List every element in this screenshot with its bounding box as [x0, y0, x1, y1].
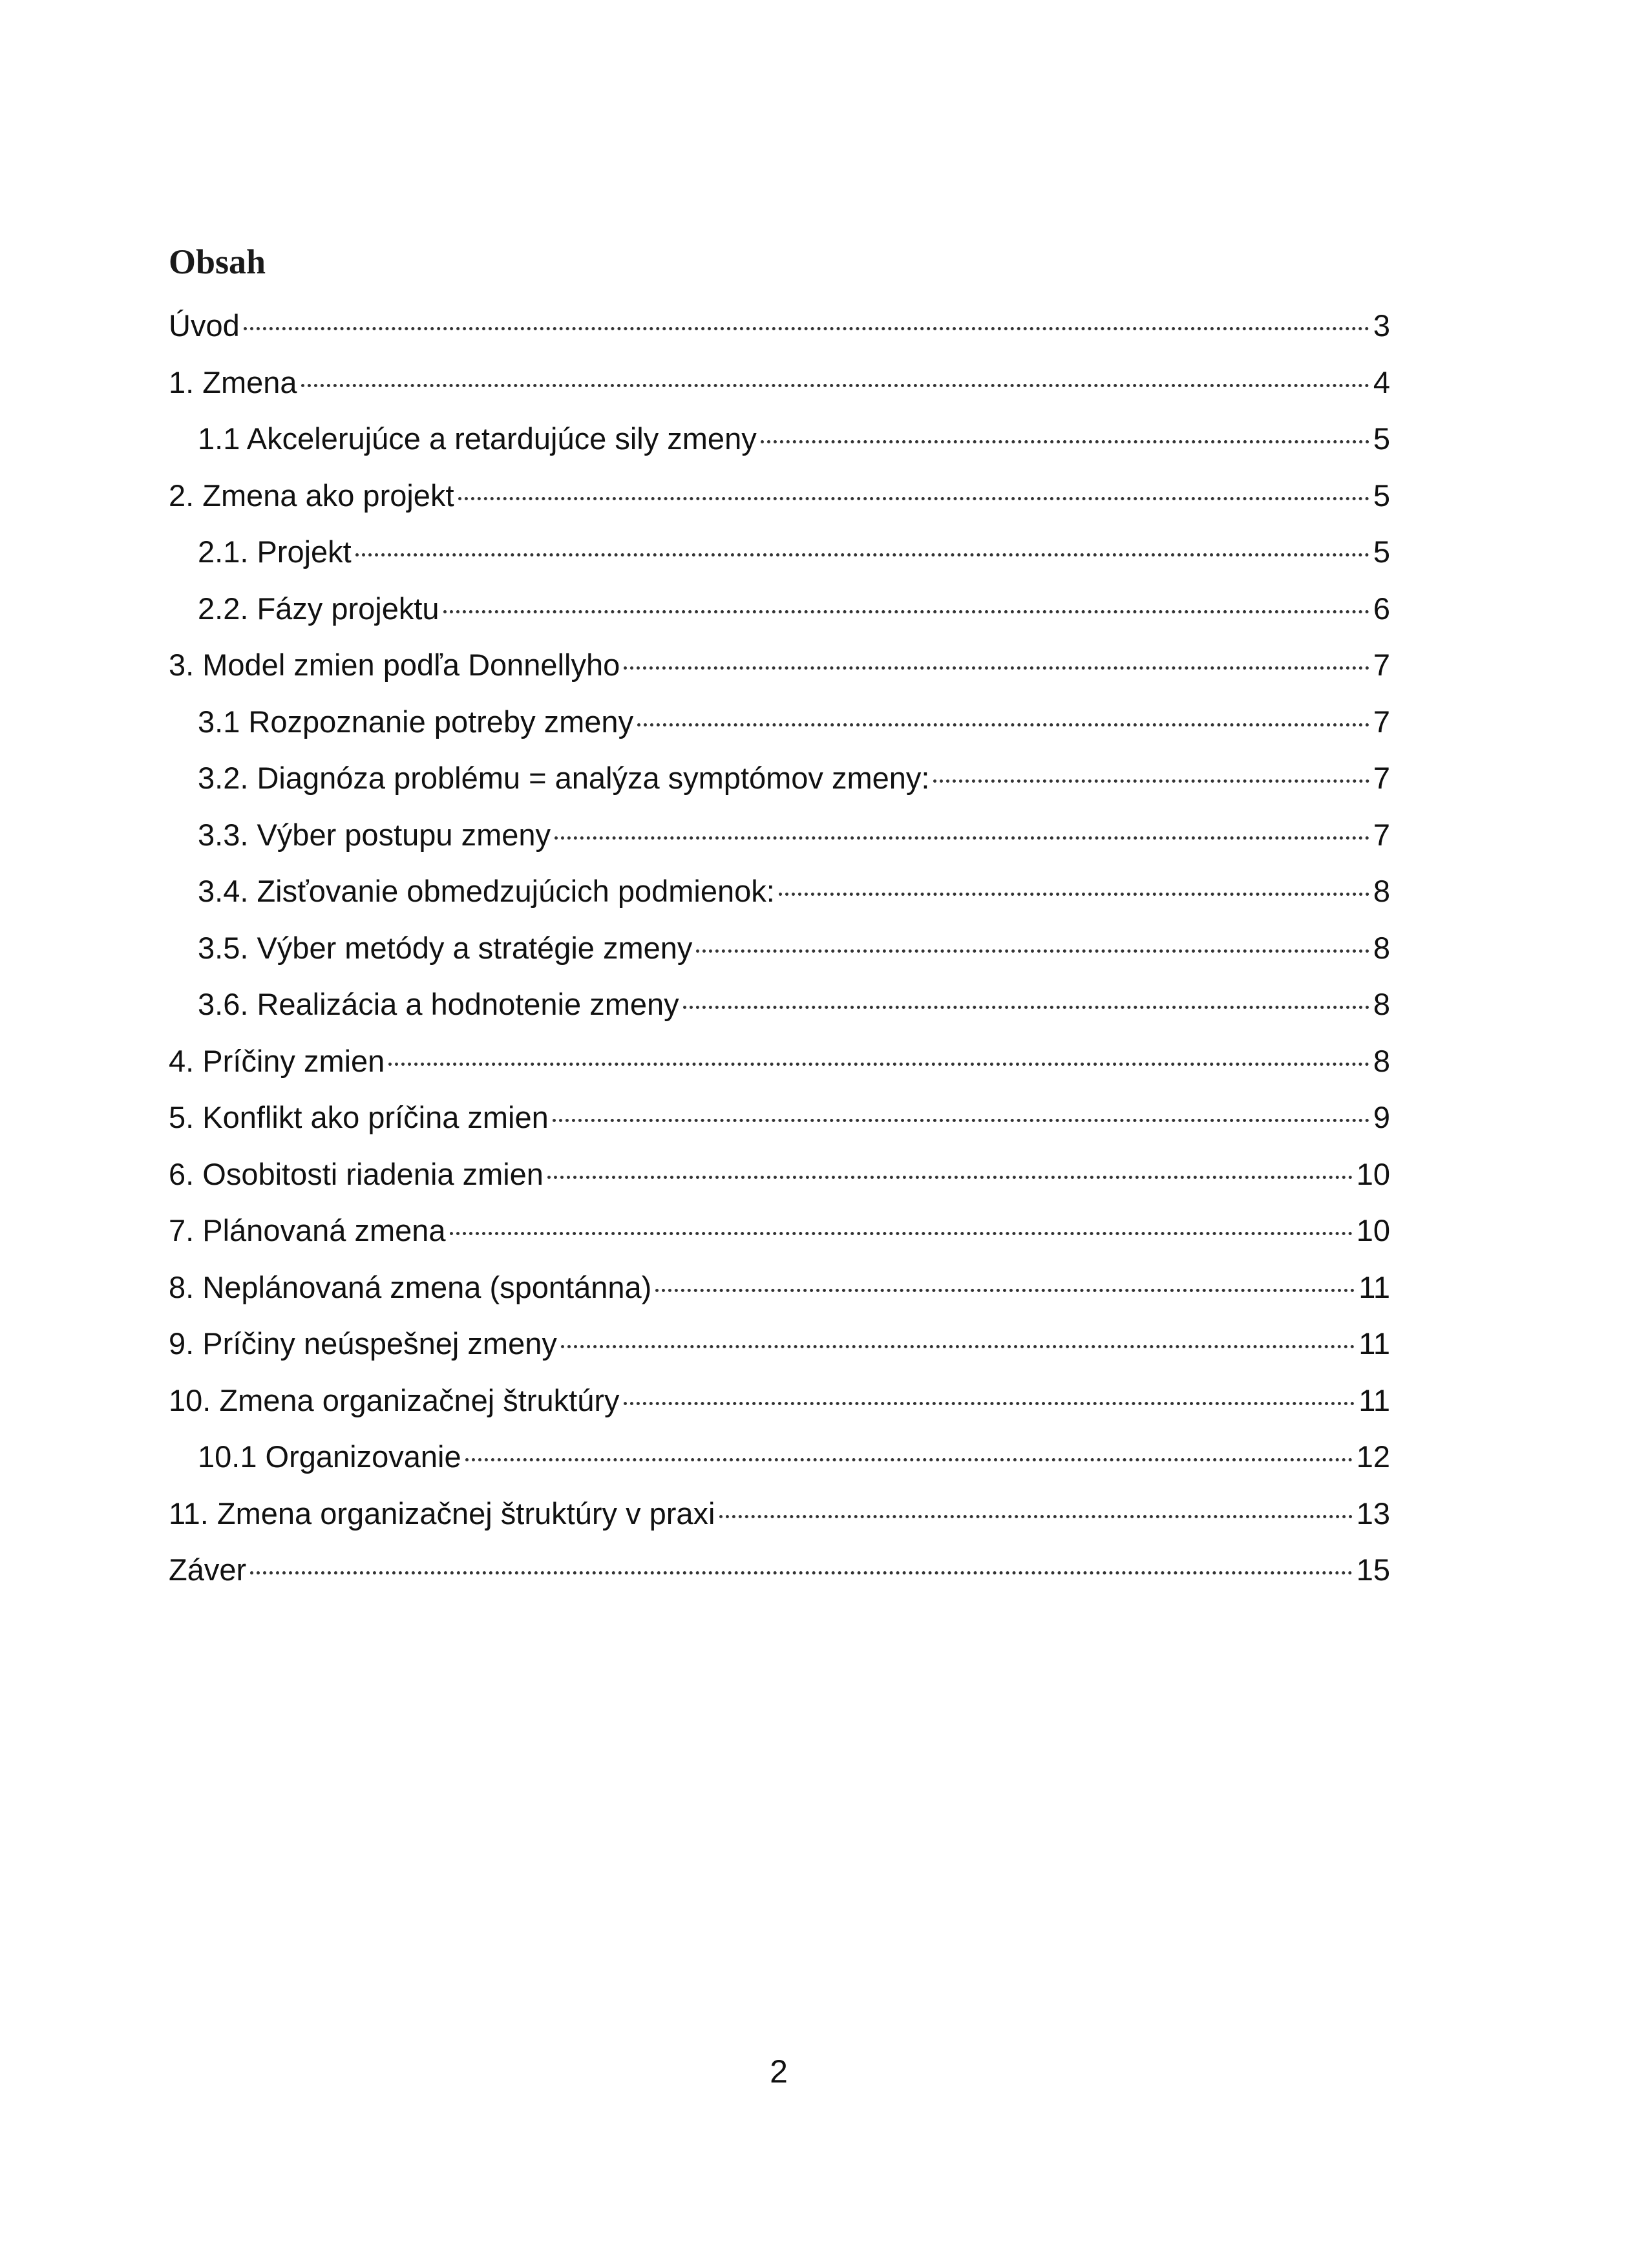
toc-dot-leader — [465, 1458, 1353, 1461]
toc-entry-label: 3. Model zmien podľa Donnellyho — [169, 648, 620, 682]
toc-entry-label: 3.5. Výber metódy a stratégie zmeny — [198, 930, 693, 965]
toc-entry-label: 3.4. Zisťovanie obmedzujúcich podmienok: — [198, 874, 775, 908]
toc-entry — [169, 863, 1390, 920]
toc-title: Obsah — [169, 242, 266, 281]
toc-entry — [169, 694, 1390, 750]
toc-entry-page: 10 — [1356, 1213, 1390, 1247]
toc-dot-leader — [779, 893, 1369, 896]
toc-entry — [169, 1202, 1390, 1259]
toc-dot-leader — [250, 1571, 1353, 1574]
toc-dot-leader — [547, 1176, 1353, 1179]
toc-entry-page: 3 — [1373, 308, 1390, 343]
toc-dot-leader — [301, 384, 1369, 387]
toc-entry — [169, 580, 1390, 637]
toc-entry-label: 3.2. Diagnóza problému = analýza symptómov zmeny: — [198, 761, 930, 795]
toc-dot-leader — [761, 440, 1369, 443]
toc-entry-label: Záver — [169, 1553, 247, 1587]
toc-entry — [169, 1259, 1390, 1316]
toc-entry — [169, 410, 1390, 467]
toc-entry — [169, 637, 1390, 694]
toc-entry-label: 10. Zmena organizačnej štruktúry — [169, 1383, 620, 1417]
toc-entry-label: 3.1 Rozpoznanie potreby zmeny — [198, 704, 634, 739]
toc-entry — [169, 297, 1390, 354]
toc-entry-page: 11 — [1358, 1383, 1390, 1417]
toc-dot-leader — [655, 1289, 1355, 1292]
toc-entry-label: 2. Zmena ako projekt — [169, 478, 454, 513]
toc-entry — [169, 976, 1390, 1033]
toc-entry-label: 3.6. Realizácia a hodnotenie zmeny — [198, 987, 679, 1021]
toc-entry-label: 3.3. Výber postupu zmeny — [198, 817, 551, 852]
toc-entry — [169, 920, 1390, 977]
toc-entry-label: 8. Neplánovaná zmena (spontánna) — [169, 1269, 652, 1304]
toc-dot-leader — [933, 779, 1369, 783]
toc-entry — [169, 807, 1390, 864]
toc-entry-page: 11 — [1358, 1326, 1390, 1361]
toc-entry-page: 7 — [1373, 817, 1390, 852]
toc-dot-leader — [355, 553, 1369, 556]
toc-entry-page: 8 — [1373, 930, 1390, 965]
toc-entry-page: 7 — [1373, 704, 1390, 739]
toc-entry-label: 9. Príčiny neúspešnej zmeny — [169, 1326, 557, 1361]
toc-entry-page: 6 — [1373, 591, 1390, 626]
toc-entry — [169, 524, 1390, 580]
toc-entry-page: 5 — [1373, 421, 1390, 456]
toc-entry-page: 11 — [1358, 1269, 1390, 1304]
toc-dot-leader — [450, 1232, 1353, 1235]
toc-dot-leader — [624, 666, 1369, 670]
toc-entry-page: 4 — [1373, 365, 1390, 399]
toc-entry-label: 2.1. Projekt — [198, 535, 352, 569]
toc-dot-leader — [624, 1402, 1355, 1405]
toc-entry-label: 4. Príčiny zmien — [169, 1043, 385, 1078]
toc-entry-page: 9 — [1373, 1100, 1390, 1134]
toc-entry — [169, 1428, 1390, 1485]
toc-dot-leader — [553, 1119, 1369, 1122]
toc-entry — [169, 1542, 1390, 1598]
toc-entry-label: 10.1 Organizovanie — [198, 1439, 461, 1474]
toc-dot-leader — [443, 610, 1369, 613]
toc-entry-page: 8 — [1373, 874, 1390, 908]
toc-entry-label: 7. Plánovaná zmena — [169, 1213, 446, 1247]
toc-entry-page: 5 — [1373, 535, 1390, 569]
toc-dot-leader — [244, 327, 1369, 330]
toc-entry-page: 13 — [1356, 1496, 1390, 1531]
toc-entry-page: 5 — [1373, 478, 1390, 513]
table-of-contents — [169, 297, 1390, 1598]
toc-entry — [169, 354, 1390, 411]
toc-dot-leader — [388, 1063, 1369, 1066]
toc-entry — [169, 1372, 1390, 1429]
toc-entry-label: Úvod — [169, 308, 240, 343]
toc-entry — [169, 750, 1390, 807]
toc-entry — [169, 1033, 1390, 1090]
toc-entry-page: 7 — [1373, 648, 1390, 682]
toc-dot-leader — [719, 1515, 1353, 1518]
toc-dot-leader — [683, 1006, 1369, 1009]
toc-entry — [169, 1089, 1390, 1146]
toc-entry — [169, 1485, 1390, 1542]
toc-entry-label: 1. Zmena — [169, 365, 297, 399]
toc-entry-page: 12 — [1356, 1439, 1390, 1474]
toc-entry-page: 15 — [1356, 1553, 1390, 1587]
toc-dot-leader — [555, 836, 1369, 840]
toc-entry-page: 10 — [1356, 1156, 1390, 1191]
toc-entry — [169, 1315, 1390, 1372]
toc-dot-leader — [637, 723, 1369, 726]
toc-dot-leader — [696, 949, 1369, 953]
toc-dot-leader — [458, 497, 1369, 500]
toc-entry-label: 11. Zmena organizačnej štruktúry v praxi — [169, 1496, 715, 1531]
toc-dot-leader — [561, 1345, 1355, 1348]
toc-entry — [169, 467, 1390, 524]
page-number: 2 — [770, 2053, 788, 2090]
toc-entry-label: 6. Osobitosti riadenia zmien — [169, 1156, 544, 1191]
toc-entry-label: 2.2. Fázy projektu — [198, 591, 439, 626]
toc-entry-page: 8 — [1373, 987, 1390, 1021]
toc-entry-page: 7 — [1373, 761, 1390, 795]
toc-entry — [169, 1146, 1390, 1203]
toc-entry-page: 8 — [1373, 1043, 1390, 1078]
toc-entry-label: 1.1 Akcelerujúce a retardujúce sily zmeny — [198, 421, 757, 456]
toc-entry-label: 5. Konflikt ako príčina zmien — [169, 1100, 549, 1134]
